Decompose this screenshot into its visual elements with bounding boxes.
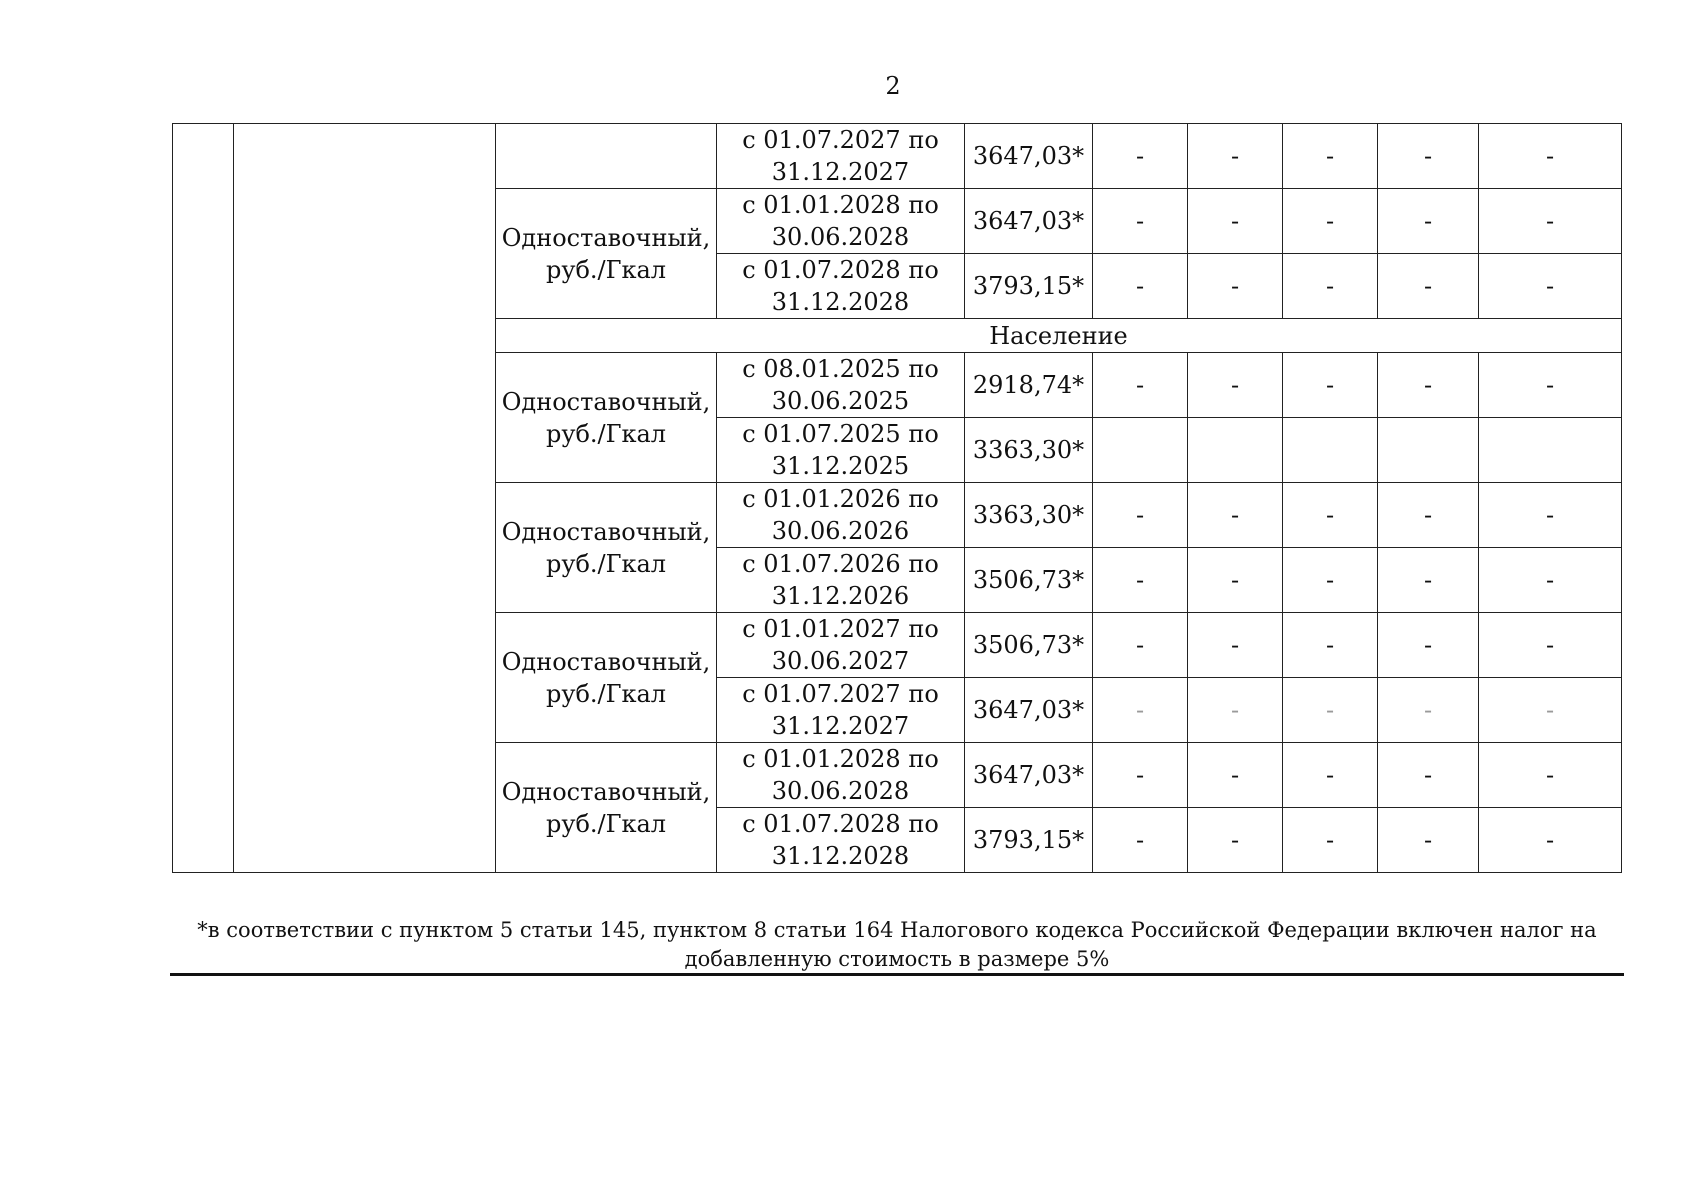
rate-cell: - (1093, 808, 1188, 873)
rate-cell: - (1479, 353, 1622, 418)
rate-cell: - (1378, 678, 1479, 743)
tariff-kind-cell (496, 124, 717, 189)
rate-cell: - (1283, 808, 1378, 873)
rate-cell: - (1188, 808, 1283, 873)
rate-cell: - (1283, 353, 1378, 418)
rate-cell: - (1093, 743, 1188, 808)
rate-cell (1093, 418, 1188, 483)
rate-cell (1378, 418, 1479, 483)
bottom-rule (170, 973, 1624, 976)
table-row (173, 124, 1622, 189)
period-cell: с 01.01.2027 по 30.06.2027 (717, 613, 965, 678)
rate-cell: - (1283, 743, 1378, 808)
rate-cell: - (1479, 189, 1622, 254)
rate-cell: - (1188, 124, 1283, 189)
rate-cell: - (1479, 483, 1622, 548)
tariff-value-cell: 3506,73* (965, 548, 1093, 613)
period-cell: с 01.07.2026 по 31.12.2026 (717, 548, 965, 613)
rate-cell: - (1283, 254, 1378, 319)
rate-cell: - (1283, 548, 1378, 613)
rate-cell: - (1093, 353, 1188, 418)
rate-cell: - (1479, 548, 1622, 613)
tariff-kind-cell: Одноставочный, руб./Гкал (496, 353, 717, 483)
rate-cell: - (1188, 483, 1283, 548)
rate-cell: - (1378, 808, 1479, 873)
rate-cell: - (1093, 678, 1188, 743)
rate-cell: - (1093, 613, 1188, 678)
page-number: 2 (885, 72, 901, 100)
tariff-kind-cell: Одноставочный, руб./Гкал (496, 483, 717, 613)
period-cell: с 01.07.2027 по 31.12.2027 (717, 678, 965, 743)
rate-cell (1479, 418, 1622, 483)
section-header: Население (496, 319, 1622, 353)
rate-cell: - (1093, 189, 1188, 254)
rate-cell (1188, 418, 1283, 483)
rate-cell: - (1378, 613, 1479, 678)
rate-cell: - (1283, 483, 1378, 548)
rate-cell: - (1378, 353, 1479, 418)
rate-cell: - (1479, 613, 1622, 678)
period-cell: с 01.07.2025 по 31.12.2025 (717, 418, 965, 483)
rate-cell: - (1479, 743, 1622, 808)
period-cell: с 01.01.2028 по 30.06.2028 (717, 743, 965, 808)
period-cell: с 01.07.2028 по 31.12.2028 (717, 808, 965, 873)
rate-cell: - (1188, 613, 1283, 678)
footnote: *в соответствии с пунктом 5 статьи 145, пунктом 8 статьи 164 Налогового кодекса Российской Федерации включен налог на добавленную стоимость в размере 5% (197, 918, 1597, 971)
tariff-value-cell: 3793,15* (965, 808, 1093, 873)
rate-cell: - (1188, 353, 1283, 418)
tariff-value-cell: 3647,03* (965, 743, 1093, 808)
tariff-value-cell: 3363,30* (965, 418, 1093, 483)
tariff-value-cell: 3647,03* (965, 189, 1093, 254)
rate-cell: - (1378, 483, 1479, 548)
rate-cell: - (1093, 254, 1188, 319)
rate-cell: - (1378, 548, 1479, 613)
tariff-table (172, 123, 1622, 873)
rate-cell: - (1479, 808, 1622, 873)
rate-cell: - (1093, 483, 1188, 548)
rate-cell: - (1378, 743, 1479, 808)
period-cell: с 01.01.2026 по 30.06.2026 (717, 483, 965, 548)
rate-cell: - (1188, 678, 1283, 743)
rate-cell: - (1283, 678, 1378, 743)
rate-cell: - (1283, 124, 1378, 189)
rate-cell: - (1283, 189, 1378, 254)
organization-cell (234, 124, 496, 873)
rate-cell: - (1479, 254, 1622, 319)
rate-cell: - (1378, 254, 1479, 319)
rate-cell: - (1188, 743, 1283, 808)
number-cell (173, 124, 234, 873)
period-cell: с 01.07.2027 по 31.12.2027 (717, 124, 965, 189)
rate-cell: - (1188, 189, 1283, 254)
rate-cell: - (1093, 548, 1188, 613)
tariff-value-cell: 3506,73* (965, 613, 1093, 678)
period-cell: с 01.01.2028 по 30.06.2028 (717, 189, 965, 254)
tariff-value-cell: 3363,30* (965, 483, 1093, 548)
rate-cell: - (1378, 124, 1479, 189)
tariff-kind-cell: Одноставочный, руб./Гкал (496, 613, 717, 743)
rate-cell: - (1479, 678, 1622, 743)
rate-cell: - (1479, 124, 1622, 189)
rate-cell (1283, 418, 1378, 483)
period-cell: с 08.01.2025 по 30.06.2025 (717, 353, 965, 418)
tariff-value-cell: 2918,74* (965, 353, 1093, 418)
tariff-value-cell: 3647,03* (965, 678, 1093, 743)
rate-cell: - (1283, 613, 1378, 678)
rate-cell: - (1378, 189, 1479, 254)
rate-cell: - (1188, 254, 1283, 319)
rate-cell: - (1188, 548, 1283, 613)
period-cell: с 01.07.2028 по 31.12.2028 (717, 254, 965, 319)
tariff-kind-cell: Одноставочный, руб./Гкал (496, 743, 717, 873)
tariff-value-cell: 3793,15* (965, 254, 1093, 319)
rate-cell: - (1093, 124, 1188, 189)
tariff-value-cell: 3647,03* (965, 124, 1093, 189)
tariff-kind-cell: Одноставочный, руб./Гкал (496, 189, 717, 319)
